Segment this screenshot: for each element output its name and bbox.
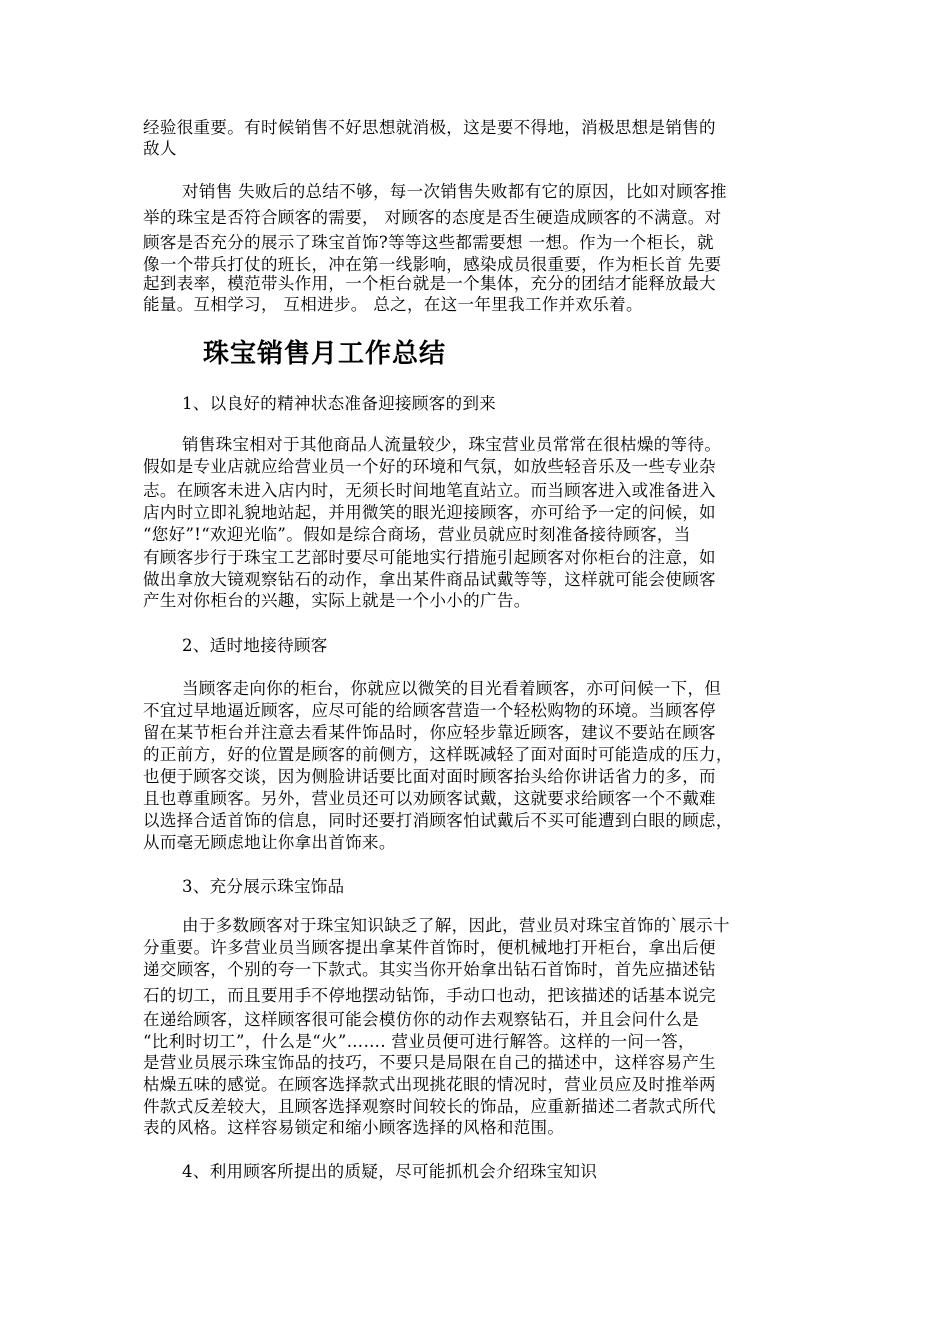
- item3-line: 件款式反差较大，且顾客选择观察时间较长的饰品，应重新描述二者款式所代: [143, 1097, 716, 1116]
- item3-line: 分重要。许多营业员当顾客提出拿某件首饰时，便机械地打开柜台，拿出后便: [143, 938, 716, 957]
- intro-line: 敌人: [143, 139, 177, 158]
- para1-line: 对销售 失败后的总结不够，每一次销售失败都有它的原因，比如对顾客推: [182, 182, 727, 201]
- intro-line: 经验很重要。有时候销售不好思想就消极，这是要不得地，消极思想是销售的: [143, 118, 716, 137]
- item2-line: 当顾客走向你的柜台，你就应以微笑的目光看着顾客，亦可问候一下，但: [182, 679, 722, 698]
- item3-line: 是营业员展示珠宝饰品的技巧，不要只是局限在自己的描述中，这样容易产生: [143, 1053, 716, 1072]
- item1-line: 销售珠宝相对于其他商品人流量较少，珠宝营业员常常在很枯燥的等待。: [182, 435, 722, 454]
- para1-line: 举的珠宝是否符合顾客的需要， 对顾客的态度是否生硬造成顾客的不满意。对: [143, 208, 722, 227]
- item3-line: 表的风格。这样容易锁定和缩小顾客选择的风格和范围。: [143, 1118, 565, 1137]
- item1-line: 做出拿放大镜观察钻石的动作，拿出某件商品试戴等等，这样就可能会使顾客: [143, 570, 716, 589]
- item2-line: 以选择合适首饰的信息，同时还要打消顾客怕试戴后不买可能遭到白眼的顾虑，: [143, 811, 733, 830]
- item1-line: 有顾客步行于珠宝工艺部时要尽可能地实行措施引起顾客对你柜台的注意，如: [143, 548, 716, 567]
- item1-line: 店内时立即礼貌地站起，并用微笑的眼光迎接顾客，亦可给予一定的问候，如: [143, 503, 716, 522]
- para1-line: 能量。互相学习， 互相进步。 总之，在这一年里我工作并欢乐着。: [143, 295, 643, 314]
- item1-line: “您好”!“欢迎光临”。假如是综合商场，营业员就应时刻准备接待顾客，当: [143, 525, 691, 544]
- item2-line: 且也尊重顾客。另外，营业员还可以劝顾客试戴，这就要求给顾客一个不戴难: [143, 789, 716, 808]
- item1-heading: 1、以良好的精神状态准备迎接顾客的到来: [182, 394, 497, 413]
- item3-line: 枯燥五味的感觉。在顾客选择款式出现挑花眼的情况时，营业员应及时推举两: [143, 1075, 716, 1094]
- para1-line: 起到表率，模范带头作用，一个柜台就是一个集体，充分的团结才能释放最大: [143, 274, 716, 293]
- item2-line: 也便于顾客交谈，因为侧脸讲话要比面对面时顾客抬头给你讲话省力的多，而: [143, 767, 716, 786]
- item3-line: 由于多数顾客对于珠宝知识缺乏了解，因此，营业员对珠宝首饰的`展示十: [182, 916, 730, 935]
- item3-line: 递交顾客，个别的夸一下款式。其实当你开始拿出钻石首饰时，首先应描述钻: [143, 960, 716, 979]
- item1-line: 假如是专业店就应给营业员一个好的环境和气氛，如放些轻音乐及一些专业杂: [143, 457, 716, 476]
- item2-line: 不宜过早地逼近顾客，应尽可能的给顾客营造一个轻松购物的环境。当顾客停: [143, 701, 716, 720]
- item3-line: 石的切工，而且要用手不停地摆动钻饰，手动口也动，把该描述的话基本说完: [143, 986, 716, 1005]
- item3-heading: 3、充分展示珠宝饰品: [182, 877, 345, 896]
- item2-line: 留在某节柜台并注意去看某件饰品时，你应轻步靠近顾客，建议不要站在顾客: [143, 723, 716, 742]
- para1-line: 顾客是否充分的展示了珠宝首饰?等等这些都需要想 一想。作为一个柜长，就: [143, 233, 714, 252]
- item1-line: 志。在顾客未进入店内时，无须长时间地笔直站立。而当顾客进入或准备进入: [143, 481, 716, 500]
- document-title: 珠宝销售月工作总结: [203, 339, 447, 369]
- item3-line: 在递给顾客，这样顾客很可能会模仿你的动作去观察钻石，并且会问什么是: [143, 1010, 700, 1029]
- item3-line: “比利时切工”，什么是“火”……. 营业员便可进行解答。这样的一问一答，: [143, 1032, 695, 1051]
- item2-line: 的正前方，好的位置是顾客的前侧方，这样既减轻了面对面时可能造成的压力，: [143, 745, 733, 764]
- para1-line: 像一个带兵打仗的班长，冲在第一线影响，感染成员很重要，作为柜长首 先要: [143, 255, 722, 274]
- item2-line: 从而毫无顾虑地让你拿出首饰来。: [143, 833, 396, 852]
- item4-heading: 4、利用顾客所提出的质疑，尽可能抓机会介绍珠宝知识: [182, 1162, 598, 1181]
- item2-heading: 2、适时地接待顾客: [182, 636, 328, 655]
- item1-line: 产生对你柜台的兴趣，实际上就是一个小小的广告。: [143, 591, 531, 610]
